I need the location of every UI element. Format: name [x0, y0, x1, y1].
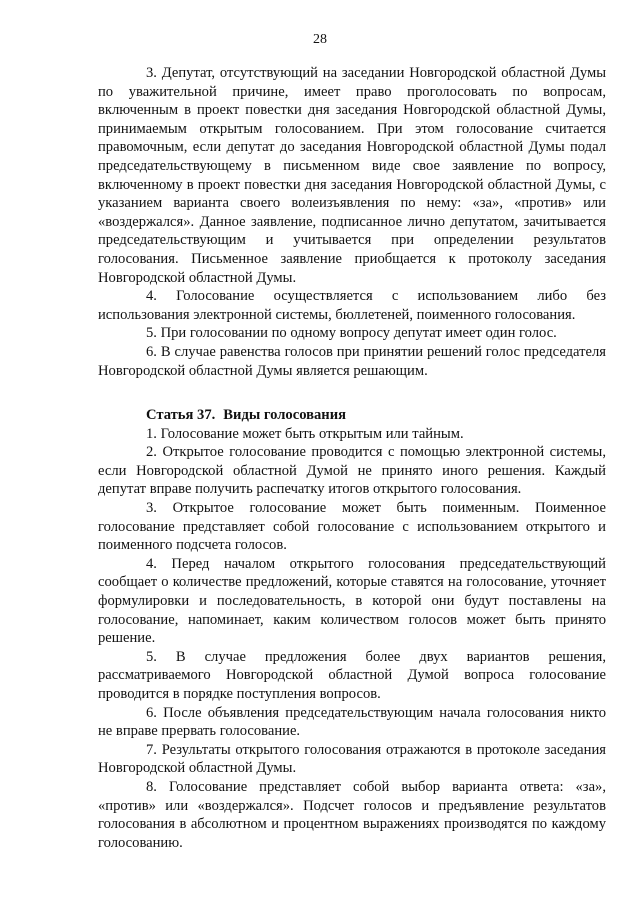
page-number: 28	[313, 32, 327, 47]
paragraph-article37-8: 8. Голосование представляет собой выбор варианта ответа: «за», «против» или «воздержался». Подсчет голосов и предъявление результатов голосования в абсолютном и процентном выражениях производятся по каждому голосованию.	[98, 778, 606, 851]
paragraph-article37-1: 1. Голосование может быть открытым или тайным.	[146, 425, 464, 442]
paragraph-article37-2: 2. Открытое голосование проводится с помощью электронной системы, если Новгородской областной Думой не принято иного решения. Каждый депутат вправе получить распечатку итогов открытого голосования.	[98, 444, 606, 498]
paragraph-article36-3: 3. Депутат, отсутствующий на заседании Новгородской областной Думы по уважительной причине, имеет право проголосовать по вопросам, включенным в проект повестки дня заседания Новгородской областной Думы, принимаемым открытым голосованием. При этом голосование считается правомочным, если депутат до заседания Новгородской областной Думы подал председательствующему в письменном виде свое заявление по вопросу, включенному в проект повестки дня заседания Новгородской областной Думы, с указанием варианта своего волеизъявления по нему: «за», «против» или «воздержался». Данное заявление, подписанное лично депутатом, зачитывается председательствующим и учитывается при определении результатов голосования. Письменное заявление приобщается к протоколу заседания Новгородской областной Думы.	[98, 65, 606, 286]
article-title: Виды голосования	[223, 407, 347, 424]
paragraph-article37-3: 3. Открытое голосование может быть поименным. Поименное голосование представляет собой голосование с использованием открытого и поименного подсчета голосов.	[98, 500, 606, 554]
paragraph-article37-5: 5. В случае предложения более двух вариантов решения, рассматриваемого Новгородской областной Думой вопроса голосование проводится в порядке поступления вопросов.	[98, 648, 606, 702]
paragraph-article37-6: 6. После объявления председательствующим начала голосования никто не вправе прервать голосование.	[98, 704, 606, 740]
paragraph-article37-4: 4. Перед началом открытого голосования председательствующий сообщает о количестве предложений, которые ставятся на голосование, уточняет формулировки и последовательность, в которой они будут поставлены на голосование, напоминает, каким количеством голосов может быть принято решение.	[98, 555, 606, 647]
document-body	[98, 64, 606, 852]
paragraph-article36-4: 4. Голосование осуществляется с использованием либо без использования электронной системы, бюллетеней, поименного голосования.	[98, 288, 606, 323]
paragraph-article37-7: 7. Результаты открытого голосования отражаются в протоколе заседания Новгородской областной Думы.	[98, 741, 606, 777]
article-number: Статья 37.	[146, 407, 216, 424]
article-heading	[98, 406, 606, 425]
paragraph-article36-6: 6. В случае равенства голосов при принятии решений голос председателя Новгородской областной Думы является решающим.	[98, 343, 606, 379]
paragraph-article36-5: 5. При голосовании по одному вопросу депутат имеет один голос.	[146, 325, 557, 342]
